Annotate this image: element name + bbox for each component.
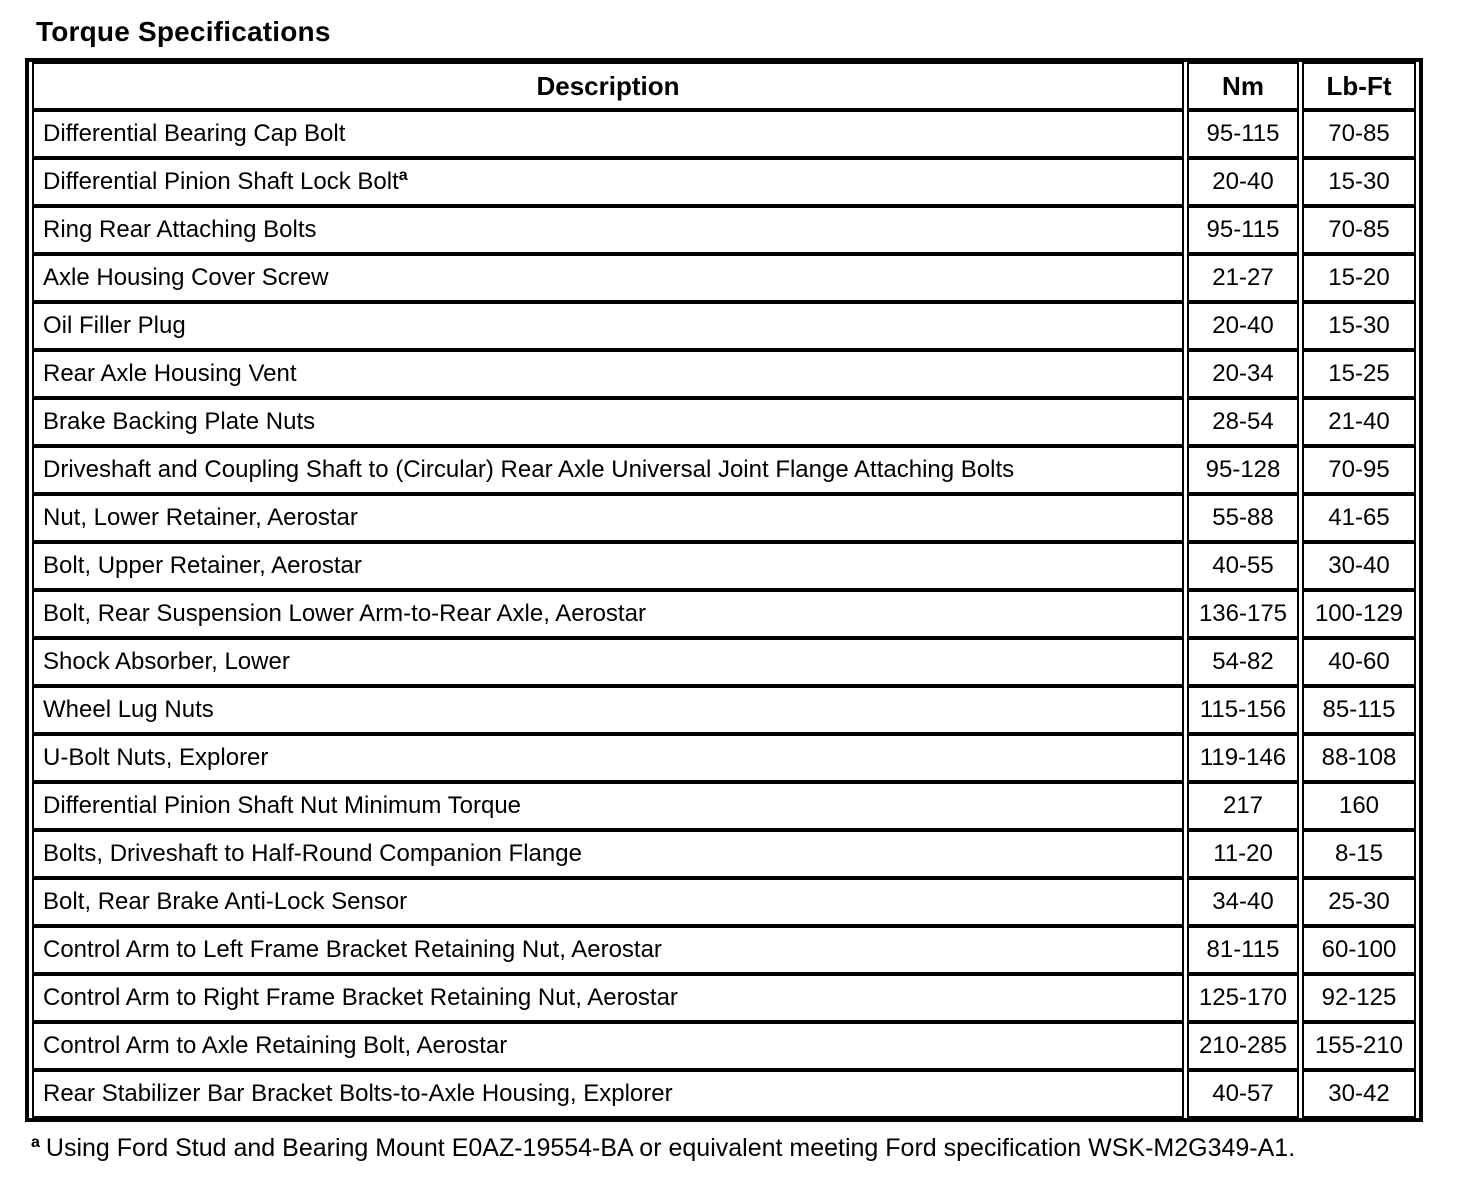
lbft-cell: 30-42 [1302, 1070, 1416, 1118]
footnote-marker: a [398, 167, 408, 184]
lbft-cell: 25-30 [1302, 878, 1416, 926]
description-cell: Driveshaft and Coupling Shaft to (Circular) Rear Axle Universal Joint Flange Attaching Bolts [32, 446, 1184, 494]
lbft-cell: 88-108 [1302, 734, 1416, 782]
lbft-cell: 40-60 [1302, 638, 1416, 686]
nm-cell: 40-57 [1187, 1070, 1299, 1118]
table-row [32, 1022, 1416, 1070]
lbft-cell: 160 [1302, 782, 1416, 830]
description-cell: Bolt, Rear Brake Anti-Lock Sensor [32, 878, 1184, 926]
table-row [32, 878, 1416, 926]
nm-cell: 40-55 [1187, 542, 1299, 590]
footnote [31, 1134, 1448, 1163]
nm-cell: 115-156 [1187, 686, 1299, 734]
nm-cell: 136-175 [1187, 590, 1299, 638]
nm-cell: 20-34 [1187, 350, 1299, 398]
column-header-description: Description [32, 62, 1184, 110]
table-row [32, 830, 1416, 878]
lbft-cell: 15-30 [1302, 158, 1416, 206]
description-cell: U-Bolt Nuts, Explorer [32, 734, 1184, 782]
description-cell: Brake Backing Plate Nuts [32, 398, 1184, 446]
nm-cell: 28-54 [1187, 398, 1299, 446]
table-row [32, 446, 1416, 494]
lbft-cell: 155-210 [1302, 1022, 1416, 1070]
description-cell: Bolt, Rear Suspension Lower Arm-to-Rear Axle, Aerostar [32, 590, 1184, 638]
nm-cell: 54-82 [1187, 638, 1299, 686]
nm-cell: 55-88 [1187, 494, 1299, 542]
table-row [32, 494, 1416, 542]
column-header-lbft: Lb-Ft [1302, 62, 1416, 110]
lbft-cell: 21-40 [1302, 398, 1416, 446]
description-cell: Control Arm to Right Frame Bracket Retaining Nut, Aerostar [32, 974, 1184, 1022]
description-text: Differential Pinion Shaft Lock Bolt [43, 168, 399, 195]
nm-cell: 119-146 [1187, 734, 1299, 782]
description-cell: Oil Filler Plug [32, 302, 1184, 350]
nm-cell: 95-115 [1187, 110, 1299, 158]
table-row [32, 350, 1416, 398]
table-row [32, 254, 1416, 302]
footnote-text: Using Ford Stud and Bearing Mount E0AZ-19554-BA or equivalent meeting Ford specification WSK-M2G349-A1. [45, 1134, 1296, 1162]
nm-cell: 20-40 [1187, 158, 1299, 206]
table-row [32, 926, 1416, 974]
page-title: Torque Specifications [36, 16, 331, 47]
lbft-cell: 30-40 [1302, 542, 1416, 590]
table-row [32, 590, 1416, 638]
nm-cell: 217 [1187, 782, 1299, 830]
description-cell: Wheel Lug Nuts [32, 686, 1184, 734]
column-header-nm: Nm [1187, 62, 1299, 110]
nm-cell: 21-27 [1187, 254, 1299, 302]
table-row [32, 686, 1416, 734]
lbft-cell: 85-115 [1302, 686, 1416, 734]
table-row [32, 638, 1416, 686]
description-cell: Bolts, Driveshaft to Half-Round Companion Flange [32, 830, 1184, 878]
lbft-cell: 60-100 [1302, 926, 1416, 974]
lbft-cell: 41-65 [1302, 494, 1416, 542]
nm-cell: 11-20 [1187, 830, 1299, 878]
lbft-cell: 70-85 [1302, 206, 1416, 254]
lbft-cell: 8-15 [1302, 830, 1416, 878]
header-row [32, 62, 1416, 110]
footnote-marker: a [31, 1133, 40, 1151]
lbft-cell: 15-30 [1302, 302, 1416, 350]
lbft-cell: 15-20 [1302, 254, 1416, 302]
table-row [32, 206, 1416, 254]
nm-cell: 95-128 [1187, 446, 1299, 494]
description-cell: Bolt, Upper Retainer, Aerostar [32, 542, 1184, 590]
table-row [32, 782, 1416, 830]
table-row [32, 542, 1416, 590]
nm-cell: 125-170 [1187, 974, 1299, 1022]
lbft-cell: 70-95 [1302, 446, 1416, 494]
lbft-cell: 92-125 [1302, 974, 1416, 1022]
description-cell: Rear Stabilizer Bar Bracket Bolts-to-Axle Housing, Explorer [32, 1070, 1184, 1118]
description-cell: Rear Axle Housing Vent [32, 350, 1184, 398]
description-cell: Ring Rear Attaching Bolts [32, 206, 1184, 254]
nm-cell: 20-40 [1187, 302, 1299, 350]
lbft-cell: 15-25 [1302, 350, 1416, 398]
description-cell: Axle Housing Cover Screw [32, 254, 1184, 302]
description-cell: Differential Bearing Cap Bolt [32, 110, 1184, 158]
torque-specifications-table [25, 58, 1423, 1122]
table-row [32, 398, 1416, 446]
nm-cell: 34-40 [1187, 878, 1299, 926]
description-cell: Nut, Lower Retainer, Aerostar [32, 494, 1184, 542]
description-cell [32, 158, 1184, 206]
description-cell: Shock Absorber, Lower [32, 638, 1184, 686]
nm-cell: 81-115 [1187, 926, 1299, 974]
nm-cell: 210-285 [1187, 1022, 1299, 1070]
lbft-cell: 70-85 [1302, 110, 1416, 158]
table-row [32, 158, 1416, 206]
table-row [32, 974, 1416, 1022]
table-row [32, 1070, 1416, 1118]
description-cell: Differential Pinion Shaft Nut Minimum Torque [32, 782, 1184, 830]
table-row [32, 734, 1416, 782]
lbft-cell: 100-129 [1302, 590, 1416, 638]
nm-cell: 95-115 [1187, 206, 1299, 254]
description-cell: Control Arm to Left Frame Bracket Retaining Nut, Aerostar [32, 926, 1184, 974]
table-row [32, 110, 1416, 158]
description-cell: Control Arm to Axle Retaining Bolt, Aerostar [32, 1022, 1184, 1070]
table-row [32, 302, 1416, 350]
